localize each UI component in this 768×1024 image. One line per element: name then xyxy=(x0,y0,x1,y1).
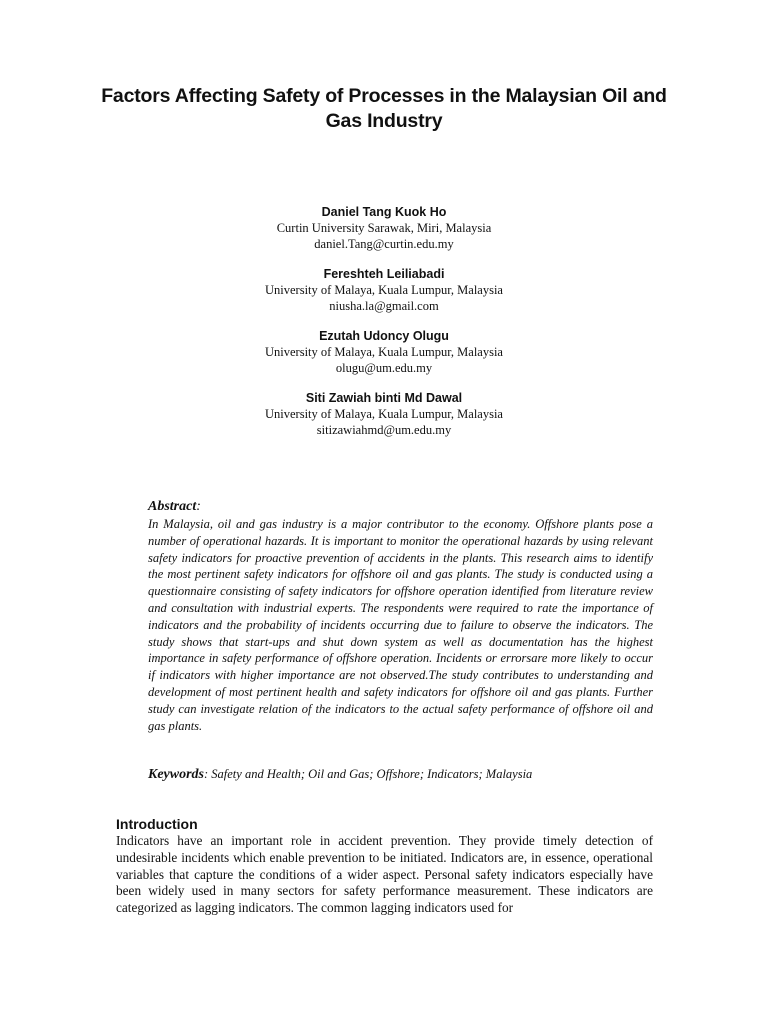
keywords-text: : Safety and Health; Oil and Gas; Offshore; Indicators; Malaysia xyxy=(204,767,533,781)
author-email: niusha.la@gmail.com xyxy=(329,299,439,313)
introduction-heading: Introduction xyxy=(116,816,198,832)
author-entry xyxy=(184,390,584,452)
abstract-heading-label: Abstract xyxy=(148,499,197,514)
author-email: sitizawiahmd@um.edu.my xyxy=(316,423,452,437)
author-block xyxy=(184,204,584,452)
author-name: Siti Zawiah binti Md Dawal xyxy=(305,391,463,405)
author-name: Daniel Tang Kuok Ho xyxy=(321,205,447,219)
author-affiliation: University of Malaya, Kuala Lumpur, Malaysia xyxy=(265,345,503,359)
abstract-text: In Malaysia, oil and gas industry is a major contributor to the economy. Offshore plants pose a number of operational hazards. It is important to monitor the operational hazards by using relevant safety indicators for proactive prevention of accidents in the plants. This research aims to identify the most pertinent safety indicators for offshore oil and gas plants. The study is conducted using a questionnaire consisting of safety indicators for offshore operation identified from literature review and consultation with industrial experts. The respondents were required to rate the importance of indicators and the probability of incidents occurring due to failure to observe the indicators. The study shows that start-ups and shut down system as well as documentation has the highest importance in safety performance of offshore operation. Incidents or errorsare more likely to occur if indicators with higher importance are not observed.The study contributes to understanding and development of most pertinent health and safety indicators for offshore oil and gas plants. Further study can investigate relation of the indicators to the actual safety performance of offshore oil and gas plants. xyxy=(148,517,653,733)
abstract-section xyxy=(148,498,653,734)
author-affiliation: Curtin University Sarawak, Miri, Malaysia xyxy=(276,221,492,235)
abstract-heading-colon: : xyxy=(196,499,201,514)
keywords-line xyxy=(148,765,653,784)
author-name: Fereshteh Leiliabadi xyxy=(323,267,445,281)
author-name: Ezutah Udoncy Olugu xyxy=(319,329,449,343)
author-entry xyxy=(184,204,584,266)
author-entry xyxy=(184,266,584,328)
author-entry xyxy=(184,328,584,390)
paper-title: Factors Affecting Safety of Processes in the Malaysian Oil and Gas Industry xyxy=(101,85,667,132)
author-affiliation: University of Malaya, Kuala Lumpur, Malaysia xyxy=(265,283,503,297)
introduction-text: Indicators have an important role in accident prevention. They provide timely detection of undesirable incidents which enable prevention to be initiated. Indicators are, in essence, operational variables that capture the conditions of a wider aspect. Personal safety indicators especially have been widely used in many sectors for safety performance measurement. These indicators are categorized as lagging indicators. The common lagging indicators used for xyxy=(116,833,653,916)
author-affiliation: University of Malaya, Kuala Lumpur, Malaysia xyxy=(265,407,503,421)
author-email: olugu@um.edu.my xyxy=(335,361,433,375)
author-email: daniel.Tang@curtin.edu.my xyxy=(314,237,454,251)
abstract-heading xyxy=(148,498,653,516)
keywords-label: Keywords xyxy=(148,767,204,782)
